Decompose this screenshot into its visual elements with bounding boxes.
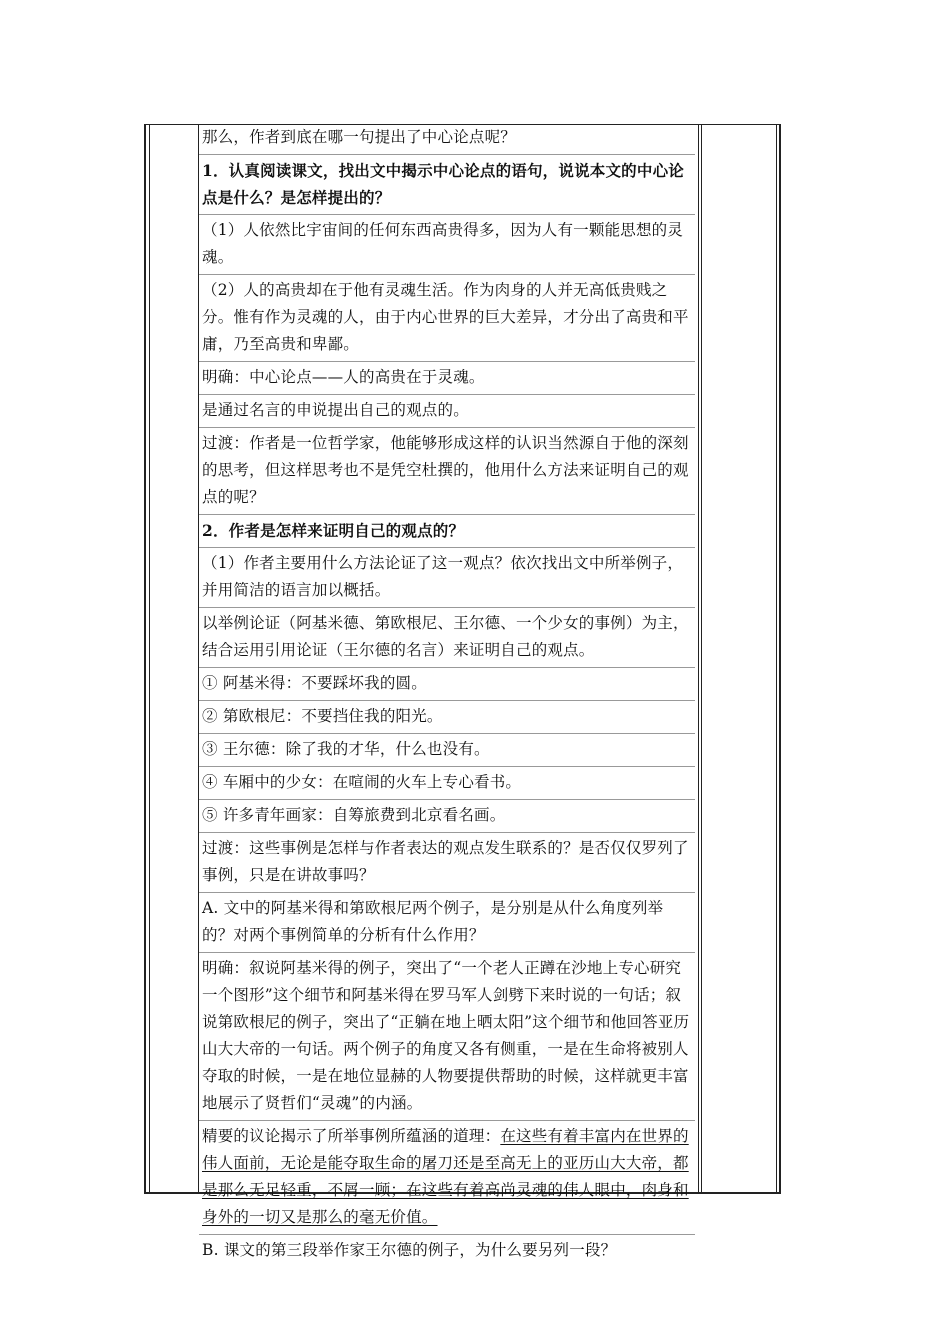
paragraph: 以举例论证（阿基米德、第欧根尼、王尔德、一个少女的事例）为主，结合运用引用论证（王尔德的名言）来证明自己的观点。	[202, 614, 689, 659]
paragraph: 那么，作者到底在哪一句提出了中心论点呢？	[202, 128, 517, 146]
divider	[199, 214, 695, 215]
divider	[199, 832, 695, 833]
underlined-passage: 在这些有着丰富内在世界的伟人面前，无论是能夺取生命的屠刀还是至高无上的亚历山大大帝，都是那么无足轻重，不屑一顾；在这些有着高尚灵魂的伟人眼中，肉身和身外的一切又是那么的毫无价值。	[202, 1127, 689, 1226]
divider	[199, 274, 695, 275]
divider	[199, 547, 695, 548]
divider	[199, 1234, 695, 1235]
divider	[199, 766, 695, 767]
paragraph: 明确：叙说阿基米得的例子，突出了“一个老人正蹲在沙地上专心研究一个图形”这个细节和阿基米得在罗马军人剑劈下来时说的一句话；叙说第欧根尼的例子，突出了“正躺在地上晒太阳”这个细节和他回答亚历山大大帝的一句话。两个例子的角度又各有侧重，一是在生命将被别人夺取的时候，一是在地位显赫的人物要提供帮助的时候，这样就更丰富地展示了贤哲们“灵魂”的内涵。	[202, 959, 690, 1112]
divider	[199, 607, 695, 608]
paragraph: B. 课文的第三段举作家王尔德的例子，为什么要另列一段？	[202, 1241, 617, 1259]
divider	[199, 361, 695, 362]
divider	[199, 952, 695, 953]
divider	[199, 700, 695, 701]
paragraph: 明确：中心论点——人的高贵在于灵魂。	[202, 368, 485, 386]
question-heading: 2．作者是怎样来证明自己的观点的？	[202, 521, 465, 540]
divider	[199, 394, 695, 395]
list-item: ① 阿基米得：不要踩坏我的圆。	[202, 674, 427, 692]
paragraph: 是通过名言的申说提出自己的观点的。	[202, 401, 469, 419]
paragraph: 过渡：这些事例是怎样与作者表达的观点发生联系的？是否仅仅罗列了事例，只是在讲故事吗？	[202, 839, 689, 884]
divider	[199, 667, 695, 668]
table-divider	[698, 125, 699, 1192]
paragraph-lead: 精要的议论揭示了所举事例所蕴涵的道理：	[202, 1127, 501, 1145]
list-item: ③ 王尔德：除了我的才华，什么也没有。	[202, 740, 490, 758]
paragraph: 过渡：作者是一位哲学家，他能够形成这样的认识当然源自于他的深刻的思考，但这样思考也不是凭空杜撰的，他用什么方法来证明自己的观点的呢？	[202, 434, 689, 506]
divider	[199, 892, 695, 893]
paragraph: （1）作者主要用什么方法论证了这一观点？依次找出文中所举例子，并用简洁的语言加以概括。	[202, 554, 684, 599]
lesson-content-cell	[199, 124, 695, 1264]
paragraph: （2）人的高贵却在于他有灵魂生活。作为肉身的人并无高低贵贱之分。惟有作为灵魂的人，由于内心世界的巨大差异，才分出了高贵和平庸，乃至高贵和卑鄙。	[202, 281, 689, 353]
divider	[199, 514, 695, 515]
paragraph: A. 文中的阿基米得和第欧根尼两个例子，是分别是从什么角度列举的？对两个事例简单的分析有什么作用？	[202, 899, 664, 944]
divider	[199, 154, 695, 155]
paragraph: （1）人依然比宇宙间的任何东西高贵得多，因为人有一颗能思想的灵魂。	[202, 221, 684, 266]
list-item: ② 第欧根尼：不要挡住我的阳光。	[202, 707, 443, 725]
divider	[199, 733, 695, 734]
divider	[199, 799, 695, 800]
table-divider	[149, 125, 150, 1192]
paragraph	[199, 1123, 695, 1231]
list-item: ⑤ 许多青年画家：自筹旅费到北京看名画。	[202, 806, 506, 824]
table-divider	[701, 125, 702, 1192]
table-divider	[776, 125, 777, 1192]
divider	[199, 1120, 695, 1121]
divider	[199, 427, 695, 428]
question-heading: 1．认真阅读课文，找出文中揭示中心论点的语句，说说本文的中心论点是什么？是怎样提出的？	[202, 161, 684, 207]
list-item: ④ 车厢中的少女：在喧闹的火车上专心看书。	[202, 773, 522, 791]
